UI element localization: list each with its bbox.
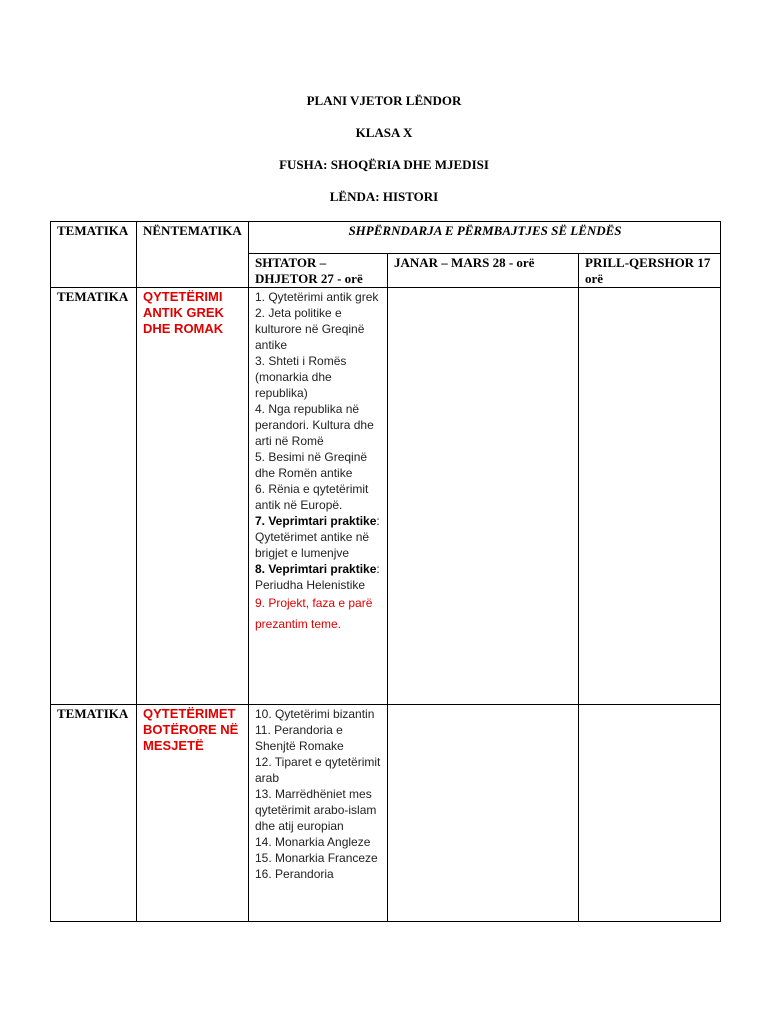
lesson-16: 16. Perandoria	[255, 867, 334, 881]
row1-lessons	[249, 288, 388, 705]
lesson-7-text: : Qytetërimet antike në brigjet e lumenjve	[255, 514, 380, 560]
row1-apr-jun	[579, 288, 721, 705]
row1-tematika: TEMATIKA	[51, 288, 137, 705]
lesson-8	[255, 561, 382, 593]
lesson-7	[255, 513, 382, 561]
header-tematika: TEMATIKA	[51, 222, 137, 288]
lesson-13: 13. Marrëdhëniet mes qytetërimit arabo-islam dhe atij europian	[255, 787, 377, 833]
period-apr-jun: PRILL-QERSHOR 17 orë	[579, 254, 721, 288]
row2-lessons	[249, 705, 388, 922]
lesson-10: 10. Qytetërimi bizantin	[255, 707, 375, 721]
annual-plan-table	[50, 221, 721, 922]
lesson-7-label: 7. Veprimtari praktike	[255, 514, 377, 528]
row2-nentematika: QYTETËRIMET BOTËRORE NË MESJETË	[137, 705, 249, 922]
table-row	[51, 288, 721, 705]
lesson-5: 5. Besimi në Greqinë dhe Romën antike	[255, 450, 368, 480]
plan-title: PLANI VJETOR LËNDOR	[306, 93, 462, 108]
period-sep-dec: SHTATOR – DHJETOR 27 - orë	[249, 254, 388, 288]
lesson-3: 3. Shteti i Romës (monarkia dhe republika)	[255, 354, 347, 400]
row1-jan-mar	[388, 288, 579, 705]
lesson-11: 11. Perandoria e Shenjtë Romake	[255, 723, 344, 753]
row2-jan-mar	[388, 705, 579, 922]
lesson-12: 12. Tiparet e qytetërimit arab	[255, 755, 381, 785]
table-row	[51, 705, 721, 922]
header-distribution: SHPËRNDARJA E PËRMBAJTJES SË LËNDËS	[249, 222, 721, 254]
lesson-8-label: 8. Veprimtari praktike	[255, 562, 377, 576]
row2-apr-jun	[579, 705, 721, 922]
subject-title: LËNDA: HISTORI	[329, 189, 439, 204]
class-title: KLASA X	[355, 125, 413, 140]
lesson-1: 1. Qytetërimi antik grek	[255, 290, 379, 304]
lesson-9: 9. Projekt, faza e parë prezantim teme.	[255, 596, 373, 631]
lesson-2: 2. Jeta politike e kulturore në Greqinë antike	[255, 306, 365, 352]
field-title: FUSHA: SHOQËRIA DHE MJEDISI	[279, 157, 489, 172]
row2-tematika: TEMATIKA	[51, 705, 137, 922]
header-nentematika: NËNTEMATIKA	[137, 222, 249, 288]
lesson-14: 14. Monarkia Angleze	[255, 835, 371, 849]
lesson-6: 6. Rënia e qytetërimit antik në Europë.	[255, 482, 369, 512]
row1-nentematika: QYTETËRIMI ANTIK GREK DHE ROMAK	[137, 288, 249, 705]
lesson-8-text: : Periudha Helenistike	[255, 562, 380, 592]
lesson-15: 15. Monarkia Franceze	[255, 851, 378, 865]
lesson-4: 4. Nga republika në perandori. Kultura dhe arti në Romë	[255, 402, 374, 448]
period-jan-mar: JANAR – MARS 28 - orë	[388, 254, 579, 288]
table-header-row	[51, 222, 721, 254]
